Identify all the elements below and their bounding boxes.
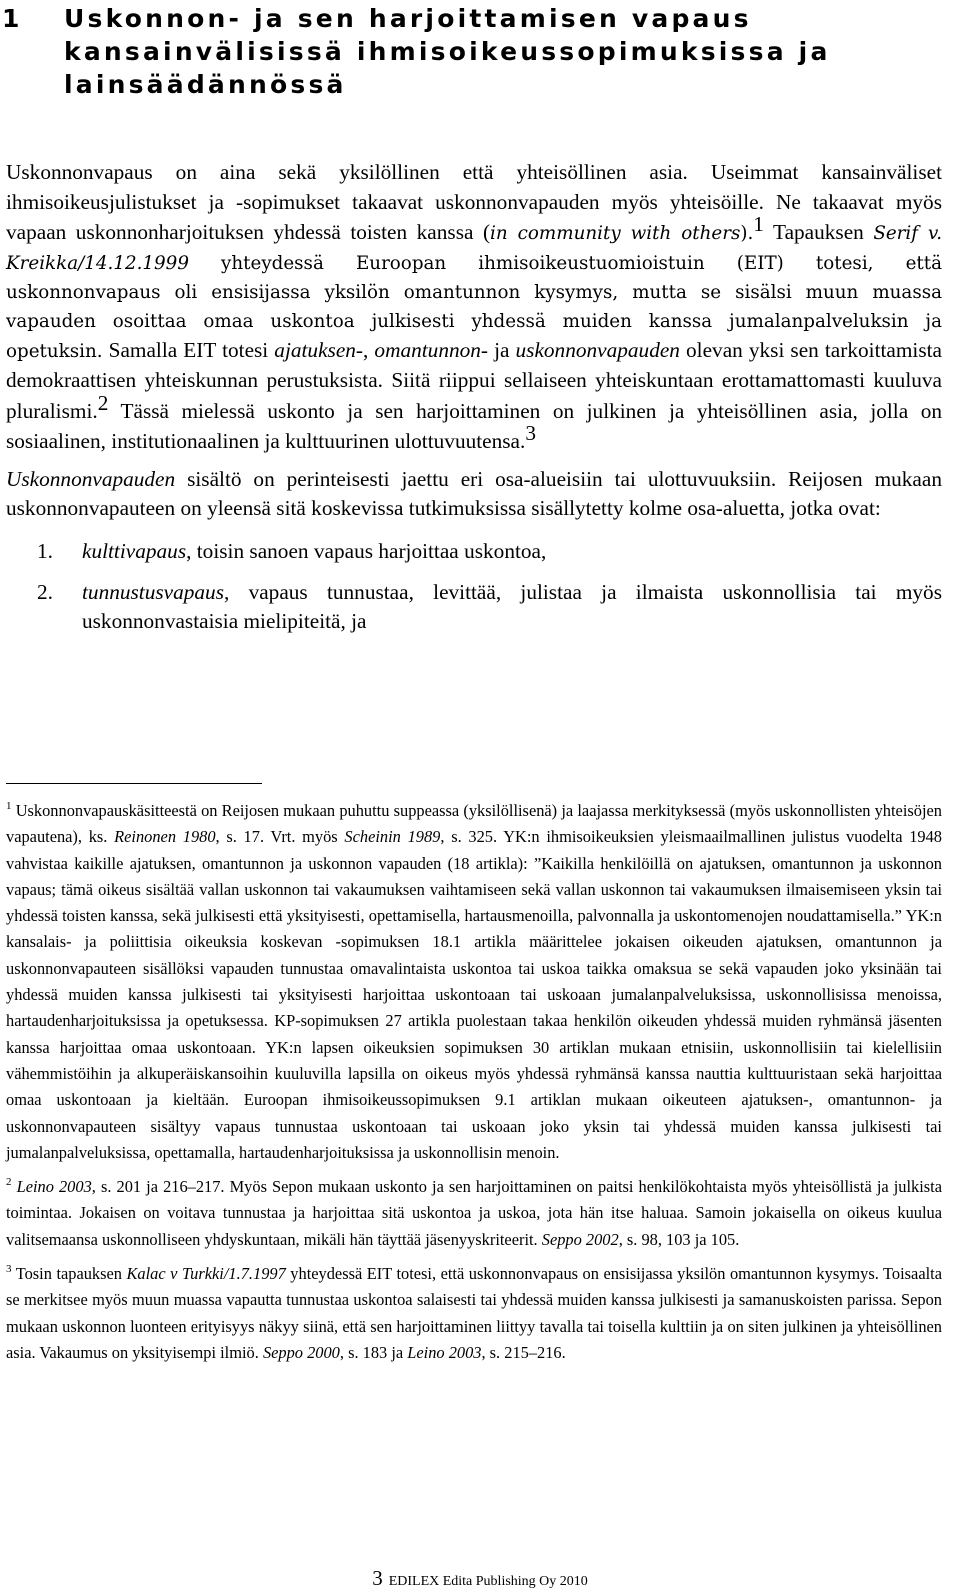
citation: Seppo 2000 <box>262 1342 340 1362</box>
footnote-1: $^1$ Uskonnonvapauskäsitteestä on Reijosen mukaan puhuttu suppeassa (yksilöllisenä) ja laajassa merkityksessä (myös uskonnollisten yhteisöjen vapautena), ks. Reinonen 1980, s. 17. Vrt. myös Scheinin 1989, s. 325. YK:n ihmisoikeuksien yleismaailmallinen julistus vuodelta 1948 vahvistaa kaikille ajatuksen, omantunnon ja uskonnon vapauden (18 artikla): ”Kaikilla henkilöillä on ajatuksen, omantunnon ja uskonnon vapaus; tämä oikeus sisältää vallan uskonnon tai vakaumuksen vaihtamiseen sekä vallan uskonnon tai vakaumuksen ilmaisemiseen yksin tai yhdessä toisten kanssa, sekä julkisesti että yksityisesti, opettamisella, hartausmenoilla, palvonnalla ja uskontomenojen noudattamisella.” YK:n kansalais- ja poliittisia oikeuksia koskevan -sopimuksen 18.1 artikla määrittelee jokaisen oikeuden ajatuksen, omantunnon ja uskonnonvapauteen sisällöksi vapauden tunnustaa omavalintaista uskontoa tai uskoa taikka omaksua se sekä vapauden joko yksinään tai yhdessä muiden kanssa julkisesti tai yksityisesti harjoittaa uskontoaan tai uskoaan jumalanpalveluksissa, uskonnollisissa menoissa, hartaudenharjoituksissa ja opetuksessa. KP-sopimuksen 27 artikla puolestaan takaa henkilön oikeuden yhdessä muiden ryhmänsä jäsenten kanssa harjoittaa omaa uskontoaan. YK:n lapsen oikeuksien sopimuksen 30 artiklan mukaan etnisiin, uskonnollisiin tai kielellisiin vähemmistöihin ja alkuperäiskansoihin kuuluvilla lapsilla on oikeus myös yhdessä ryhmänsä kanssa nauttia kulttuuristaan sekä harjoittaa omaa uskontoaan ja kieltään. Euroopan ihmisoikeussopimuksen 9.1 artiklan mukaan oikeuteen ajatuksen-, omantunnon- ja uskonnonvapauteen sisältyy vapaus tunnustaa uskontoaan tai uskoaan joko yksin tai yhdessä muiden kanssa julkisesti tai jumalanpalveluksissa, opettamalla, hartaudenharjoituksissa ja uskonnollisin menoin. <box>6 800 942 1162</box>
list-term: kulttivapaus <box>82 539 187 564</box>
list-item: 2. tunnustusvapaus, vapaus tunnustaa, levittää, julistaa ja ilmaista uskonnollisia tai myös uskonnonvastaisia mielipiteitä, ja <box>37 579 942 633</box>
case-name: Serif v. Kreikka/14.12.1999 <box>6 223 943 274</box>
chapter-number: 1 <box>2 4 23 33</box>
paragraph-1: Uskonnonvapaus on aina sekä yksilöllinen että yhteisöllinen asia. Useimmat kansainväliset ihmisoikeusjulistukset ja -sopimukset takaavat uskonnonvapauden myös yhteisöille. Ne takaavat myös vapaan uskonnonharjoituksen yhdessä toisten kanssa (in community with others).$^1$ Tapauksen Serif v. Kreikka/14.12.1999 yhteydessä Euroopan ihmisoikeustuomioistuin (EIT) totesi, että uskonnonvapaus oli ensisijassa yksilön omantunnon kysymys, mutta se sisälsi muun muassa vapauden osoittaa omaa uskontoa julkisesti yhdessä muiden kanssa jumalanpalveluksin ja opetuksin. Samalla EIT totesi ajatuksen-, omantunnon- ja uskonnonvapauden olevan yksi sen tarkoittamista demokraattisen yhteiskunnan perustuksista. Siitä riippui sellaiseen yhteiskuntaan erottamattomasti kuuluva pluralismi.$^2$ Tässä mielessä uskonto ja sen harjoittaminen on julkinen ja yhteisöllinen asia, jolla on sosiaalinen, institutionaalinen ja kulttuurinen ulottuvuutensa.$^3$ <box>6 160 943 453</box>
citation: Reinonen 1980 <box>114 827 216 847</box>
list-item: 1. kulttivapaus, toisin sanoen vapaus harjoittaa uskontoa, <box>6 537 942 566</box>
emphasis: ajatuksen- <box>274 338 364 363</box>
footnote-3: $^3$ Tosin tapauksen Kalac v Turkki/1.7.1997 yhteydessä EIT totesi, että uskonnonvapaus on ensisijassa yksilön omantunnon kysymys. Toisaalta se merkitsee myös muun muassa vapautta tunnustaa uskontoa salaisesti tai yhdessä muiden kanssa julkisesti ja samanuskoisten parissa. Sepon mukaan uskonnon luonteen erityisyys näkyy siinä, että sen harjoittaminen liittyy tavalla tai toisella kulttiin ja on siten julkinen ja yhteisöllinen asia. Vakaumus on yksityisempi ilmiö. Seppo 2000, s. 183 ja Leino 2003, s. 215–216. <box>6 1263 942 1362</box>
list-marker: 2. <box>37 579 53 604</box>
chapter-heading <box>2 2 932 101</box>
page-footer <box>0 1566 960 1591</box>
chapter-title: Uskonnon- ja sen harjoittamisen vapaus kansainvälisissä ihmisoikeussopimuksissa ja lainsäädännössä <box>64 4 831 99</box>
paragraph-2: Uskonnonvapauden sisältö on perinteisesti jaettu eri osa-alueisiin tai ulottuvuuksiin. Reijosen mukaan uskonnonvapauteen on yleensä sitä koskevissa tutkimuksissa sisällytetty kolme osa-aluetta, jotka ovat: <box>6 467 942 521</box>
footnote-number: 3 <box>6 1263 12 1276</box>
citation: Seppo 2002 <box>541 1229 619 1249</box>
emphasis: uskonnonvapauden <box>515 338 680 363</box>
citation: Leino 2003 <box>16 1177 92 1197</box>
footnote-ref-2[interactable]: 2 <box>97 390 109 415</box>
citation: Leino 2003 <box>407 1342 482 1362</box>
body-text <box>6 158 942 647</box>
footnote-divider <box>6 783 262 784</box>
footnote-number: 2 <box>6 1176 12 1189</box>
footnotes <box>6 798 942 1366</box>
emphasis: Uskonnonvapauden <box>6 467 176 492</box>
publisher-notice: EDILEX Edita Publishing Oy 2010 <box>388 1574 588 1589</box>
footnote-ref-1[interactable]: 1 <box>753 212 764 237</box>
footnote-2: $^2$ Leino 2003, s. 201 ja 216–217. Myös Sepon mukaan uskonto ja sen harjoittaminen on paitsi henkilökohtaista myös yhteisöllistä ja julkista toimintaa. Jokaisen on voitava tunnustaa ja harjoittaa sitä uskontoa ja uskoa, jota hän itse haluaa. Samoin jokaisella on oikeus kuulua valitsemaansa uskonnolliseen yhdyskuntaan, mikäli hän täyttää jäsenyyskriteerit. Seppo 2002, s. 98, 103 ja 105. <box>6 1176 942 1249</box>
list-term: tunnustusvapaus <box>82 579 224 604</box>
footnote-ref-3[interactable]: 3 <box>525 420 536 445</box>
page-number: 3 <box>372 1566 383 1590</box>
emphasis: in community with others <box>490 223 741 245</box>
emphasis: omantunnon- <box>374 338 488 363</box>
list-marker: 1. <box>37 539 53 564</box>
case-name: Kalac v Turkki/1.7.1997 <box>126 1264 286 1284</box>
footnote-number: 1 <box>6 800 12 812</box>
citation: Scheinin 1989 <box>344 827 441 847</box>
numbered-list <box>6 537 942 636</box>
